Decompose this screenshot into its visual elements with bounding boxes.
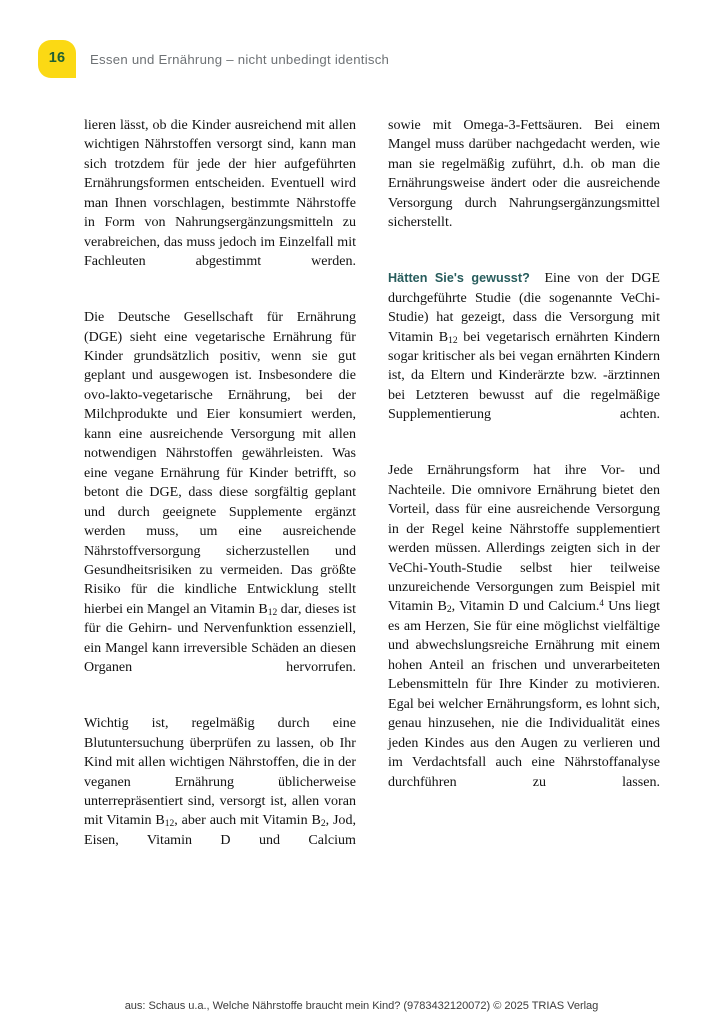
subscript-12: 12 bbox=[448, 334, 458, 346]
paragraph-5 bbox=[388, 269, 660, 444]
paragraph-5-text-b: bei vegetarisch ernährten Kindern sogar kritischer als bei vegan ernährten Kindern ist, da Eltern und Kinderärzte bzw. -ärztinnen bei Letzteren bewusst auf die regelmäßige Supplementierung achten. bbox=[388, 328, 660, 423]
page-number-badge bbox=[38, 40, 76, 78]
body-columns bbox=[84, 116, 660, 870]
page-number: 16 bbox=[48, 49, 66, 66]
footnote-marker: 4 bbox=[599, 598, 604, 609]
paragraph-2-text-a: Die Deutsche Gesellschaft für Ernährung (DGE) sieht eine vegetarische Ernährung für Kinder grundsätzlich positiv, wenn sie gut geplant und ausgewogen ist. Insbesondere die ovo-lakto-vegetarische Ernährung, bei der Milchprodukte und Eier konsumiert werden, kann eine ausreichende Versorgung mit allen notwendigen Nährstoffen gewährleisten. Was eine vegane Ernährung für Kinder betrifft, so betont die DGE, dass diese sorgfältig geplant und durch geeignete Supplemente ergänzt werden muss, um eine ausreichende Nährstoffversorgung sicherzustellen und Gesundheitsrisiken zu vermeiden. Das größte Risiko für die kindliche Entwicklung stellt hierbei ein Mangel an Vitamin B bbox=[84, 309, 356, 617]
paragraph-3-text-c: , Jod, Eisen, Vitamin D und Calcium bbox=[84, 812, 356, 848]
column-right bbox=[388, 116, 660, 811]
callout-lede: Hätten Sie's gewusst? bbox=[388, 271, 530, 286]
subscript-2: 2 bbox=[320, 818, 326, 830]
paragraph-3 bbox=[84, 714, 356, 870]
subscript-12: 12 bbox=[267, 607, 278, 619]
paragraph-3-text-a: Wichtig ist, regelmäßig durch eine Blutuntersuchung überprüfen zu lassen, ob Ihr Kind mit allen wichtigen Nährstoffen, die in der veganen Ernährung üblicherweise unterrepräsentiert sind, versorgt ist, allen voran mit Vitamin B bbox=[84, 715, 356, 829]
subscript-2: 2 bbox=[446, 604, 452, 616]
column-left bbox=[84, 116, 356, 870]
chapter-title: Essen und Ernährung – nicht unbedingt identisch bbox=[90, 51, 390, 67]
paragraph-6-text-c: Uns liegt es am Herzen, Sie für eine möglichst vielfältige und abwechslungsreiche Ernährung mit einem hohen Anteil an frischen und unverarbeiteten Lebensmitteln für Ihre Kinder zu motivieren. Egal bei welcher Ernährungsform, es lohnt sich, genau hinzusehen, nie die Individualität eines jeden Kindes aus den Augen zu verlieren und im Verdachtsfall auch eine Nährstoffanalyse durchführen zu lassen. bbox=[388, 598, 660, 790]
paragraph-1 bbox=[84, 116, 356, 291]
paragraph-4-text: sowie mit Omega-3-Fettsäuren. Bei einem Mangel muss darüber nachgedacht werden, wie man sie regelmäßig zuführt, d.h. ob man die Ernährungsweise ändert oder die ausreichende Versorgung durch Nahrungsergänzungsmittel sicherstellt. bbox=[388, 117, 660, 231]
paragraph-5-text-a: Eine von der DGE durchgeführte Studie (die sogenannte VeChi-Studie) hat gezeigt, dass die Versorgung mit Vitamin B bbox=[388, 270, 660, 345]
lede-gap bbox=[530, 270, 545, 286]
paragraph-2-text-b: dar, dieses ist für die Gehirn- und Nervenfunktion essenziell, ein Mangel kann irreversible Schäden an diesen Organen hervorrufen. bbox=[84, 600, 356, 676]
paragraph-3-text-b: , aber auch mit Vitamin B bbox=[174, 812, 321, 829]
paragraph-4 bbox=[388, 116, 660, 252]
subscript-12: 12 bbox=[164, 818, 175, 830]
paragraph-1-text: lieren lässt, ob die Kinder ausreichend mit allen wichtigen Nährstoffen versorgt sind, kann man sich trotzdem für jede der hier aufgeführten Ernährungsformen entscheiden. Eventuell wird man Ihnen vorschlagen, bestimmte Nährstoffe in Form von Nahrungsergänzungsmitteln zu verabreichen, das muss jedoch im Einzelfall mit Fachleuten abgestimmt werden. bbox=[84, 117, 356, 270]
running-head bbox=[38, 40, 389, 78]
paragraph-6 bbox=[388, 461, 660, 811]
footer-credit: aus: Schaus u.a., Welche Nährstoffe braucht mein Kind? (9783432120072) © 2025 TRIAS Verlag bbox=[124, 1000, 599, 1012]
paragraph-6-text-b: , Vitamin D und Calcium. bbox=[451, 598, 600, 615]
paragraph-2 bbox=[84, 308, 356, 697]
paragraph-6-text-a: Jede Ernährungsform hat ihre Vor- und Nachteile. Die omnivore Ernährung bietet den Vorteil, dass für eine ausreichende Versorgung in der Regel keine Nährstoffe supplementiert werden müssen. Allerdings zeigten sich in der VeChi-Youth-Studie selbst hier teilweise unzureichende Versorgungen zum Beispiel mit Vitamin B bbox=[388, 462, 660, 615]
